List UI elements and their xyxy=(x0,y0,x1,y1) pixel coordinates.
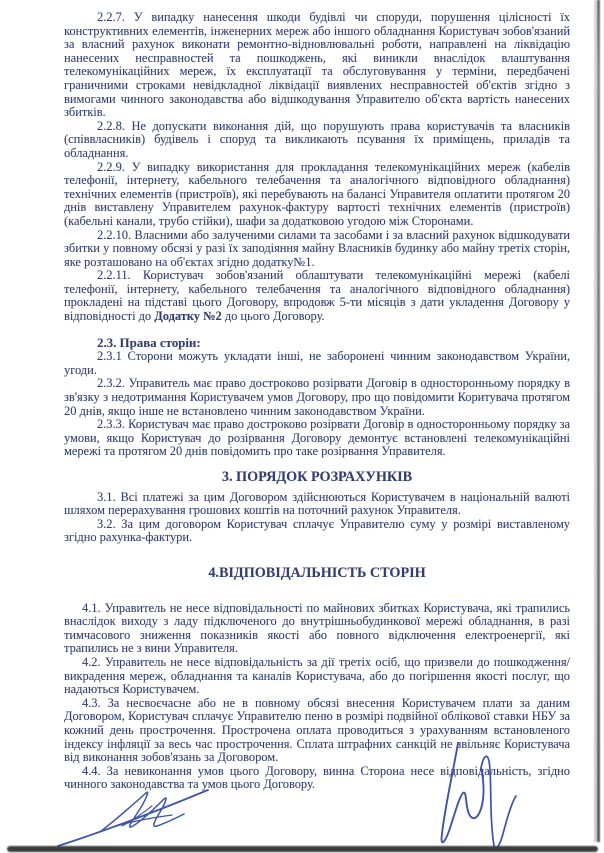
clause-2-2-11-text: 2.2.11. Користувач зобов'язаний облаштувати телекомунікаційні мережі (кабелі телефонії, інтернету, кабельного телебачення та аналогічного відповідного обладнання) прокладені на підставі цього Договору, впродовж 5-ти місяців з дати укладення Договору у відповідності до xyxy=(64,268,570,324)
clause-2-2-9: 2.2.9. У випадку використання для прокладання телекомунікаційних мереж (кабелів телефонії, інтернету, кабельного телебачення та аналогічного відповідного обладнання) технічних елементів (пристроїв), які перебувають на балансі Управителя оплатити протягом 20 днів виставлену Управителем рахунок-фактуру вартості технічних елементів (пристроїв) (кабельні канали, трубо стійки), шафи за додатковою угодою між Сторонами. xyxy=(64,159,570,228)
clause-4-4: 4.4. За невиконання умов цього Договору, винна Сторона несе відповідальність, згідно чинного законодавства та умов цього Договору. xyxy=(64,763,570,792)
clause-2-2-11-appendix-ref: Додатку №2 xyxy=(154,309,222,324)
clause-2-3-2: 2.3.2. Управитель має право достроково розірвати Договір в односторонньому порядку в зв'язку з недотримання Користувачем умов Договору, про що повідомити Коритувача протягом 20 днів, якщо інше не встановлено чинним законодавством України. xyxy=(64,376,570,418)
clause-4-2: 4.2. Управитель не несе відповідальність за дії третіх осіб, що призвели до пошкодження/викрадення мереж, обладнання та каналів Користувача, або до погіршення якості послуг, що надаються Користувачем. xyxy=(64,654,570,697)
clause-2-2-11-tail: до цього Договору. xyxy=(221,309,325,324)
clause-2-3-3: 2.3.3. Користувач має право достроково розірвати Договір в односторонньому порядку за умови, якщо Користувач до розірвання Договору демонтує встановлені телекомунікаційні мережі та протягом 20 днів повідомить про таке розірвання Управителя. xyxy=(64,417,570,459)
clause-2-2-8: 2.2.8. Не допускати виконання дій, що порушують права користувачів та власників (співвласників) будівель і споруд та викликають псування їх приміщень, приладів та обладнання. xyxy=(64,118,570,160)
clause-4-3: 4.3. За несвоєчасне або не в повному обсязі внесення Користувачем плати за даним Договором, Користувач сплачує Управителю пеню в розмірі подвійної облікової ставки НБУ за кожний день прострочення. Прострочена оплата проводиться з урахуванням встановленого індексу інфляції за весь час прострочення. Сплата штрафних санкцій не звільняє Користувача від виконання зобов'язань за Договором. xyxy=(64,695,570,765)
page-edge-shadow-right xyxy=(597,0,600,842)
clause-2-2-10: 2.2.10. Власними або залученими силами та засобами і за власний рахунок відшкодувати збитки у повному обсязі у разі їх заподіяння майну Власників будинку або майну третіх сторін, яке розташовано на об'єктах згідно додатку№1. xyxy=(64,227,570,269)
clause-2-2-11 xyxy=(64,269,570,323)
clause-4-1: 4.1. Управитель не несе відповідальності по майнових збитках Користувача, які трапились внаслідок виходу з ладу підключеного до внутрішньобудинкової мережі обладнання, в разі тимчасового зниження показників якості або повного відключення електроенергії, які трапились не з вини Управителя. xyxy=(64,600,570,656)
section-3-heading: 3. ПОРЯДОК РОЗРАХУНКІВ xyxy=(221,469,413,485)
section-2-3-heading: 2.3. Права сторін: xyxy=(97,335,201,350)
clause-3-1: 3.1. Всі платежі за цим Договором здійснюються Користувачем в національній валюті шляхом перерахування грошових коштів на поточний рахунок Управителя. xyxy=(64,489,570,518)
clause-3-2: 3.2. За цим договором Користувач сплачує Управителю суму у розмірі виставленому згідно рахунка-фактури. xyxy=(64,516,570,545)
clause-2-2-7: 2.2.7. У випадку нанесення шкоди будівлі чи споруди, порушення цілісності їх конструктивних елементів, інженерних мереж або іншого обладнання Користувач зобов'язаний за власний рахунок виконати ремонтно-відновлювальні роботи, направлені на ліквідацію нанесених несправностей та пошкоджень, які виникли внаслідок влаштування телекомунікаційних мереж, їх експлуатації та обслуговування у терміни, передбачені граничними строками невідкладної ліквідації виявлених несправностей об'єктів згідно з вимогами чинного законодавства або відшкодування Управителю об'єкта вартість нанесених збитків. xyxy=(64,10,570,120)
section-4-heading: 4.ВІДПОВІДАЛЬНІСТЬ СТОРІН xyxy=(208,564,426,581)
signature-left-icon xyxy=(50,782,220,852)
page-edge-shadow-bottom xyxy=(7,846,598,852)
contract-text-block xyxy=(64,11,570,792)
signature-right-icon xyxy=(428,738,528,853)
clause-2-3-1: 2.3.1 Сторони можуть укладати інші, не заборонені чинним законодавством України, угоди. xyxy=(64,349,570,377)
